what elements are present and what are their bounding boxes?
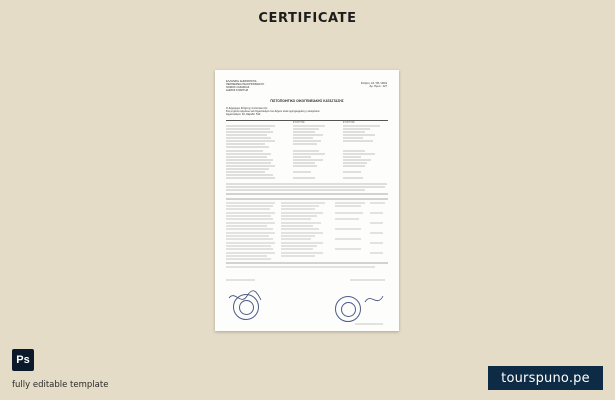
photoshop-icon: Ps (12, 349, 34, 371)
certificate-document (215, 70, 399, 331)
page-title: CERTIFICATE (258, 11, 357, 26)
official-stamp-left (233, 294, 259, 320)
document-intro-text: Ο Δήμαρχος Σπάρτης πιστοποιεί ότι: Στο μητρώο αρρένων και δημοτολόγιο του Δήμου είναι εγγεγραμμένη η οικογένεια Δημοτολόγιο: 32, Μερίδα: 512 (226, 107, 320, 116)
editable-template-label: fully editable template (12, 380, 109, 390)
document-body-lines (215, 70, 399, 331)
document-organization-text: ΕΛΛΗΝΙΚΗ ΔΗΜΟΚΡΑΤΙΑ ΠΕΡΙΦΕΡΕΙΑ ΠΕΛΟΠΟΝΝΗΣΟΥ ΝΟΜΟΣ ΛΑΚΩΝΙΑΣ ΔΗΜΟΣ ΣΠΑΡΤΗΣ (226, 80, 265, 92)
document-title: ΠΙΣΤΟΠΟΙΗΤΙΚΟ ΟΙΚΟΓΕΝΕΙΑΚΗΣ ΚΑΤΑΣΤΑΣΗΣ (270, 99, 344, 103)
document-reference-text: Σπάρτη, 16 / 05 / 2019 Αρ. Πρωτ.: 127 (361, 82, 387, 88)
doc-column-label-1: ΣΥΖΥΓΟΣ (293, 121, 305, 124)
brand-badge[interactable]: tourspuno.pe (488, 366, 603, 390)
official-stamp-right (335, 296, 361, 322)
doc-column-label-2: ΣΥΖΥΓΟΣ (343, 121, 355, 124)
